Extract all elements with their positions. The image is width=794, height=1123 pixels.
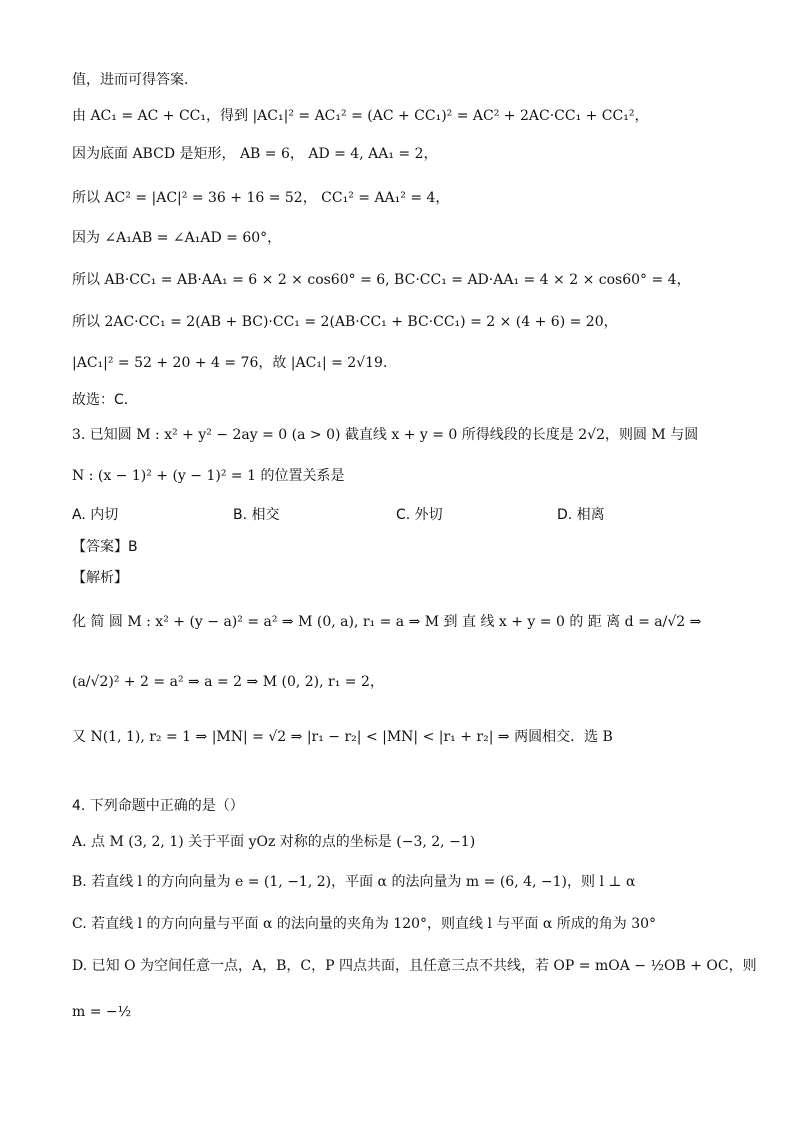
text-line-7: 所以 2AC·CC₁ = 2(AB + BC)·CC₁ = 2(AB·CC₁ + BC·CC₁) = 2 × (4 + 6) = 20， bbox=[72, 314, 618, 330]
q4-option-b: B. 若直线 l 的方向向量为 e = (1, −1, 2)，平面 α 的法向量为 m = (6, 4, −1)，则 l ⊥ α bbox=[72, 874, 636, 890]
text-line-5: 因为 ∠A₁AB = ∠A₁AD = 60°， bbox=[72, 230, 282, 246]
q3-option-a: A. 内切 bbox=[72, 507, 119, 523]
text-line-2: 由 AC₁ = AC + CC₁，得到 |AC₁|² = AC₁² = (AC + CC₁)² = AC² + 2AC·CC₁ + CC₁²， bbox=[72, 108, 649, 124]
question-3-stem-cont: N : (x − 1)² + (y − 1)² = 1 的位置关系是 bbox=[72, 468, 345, 484]
text-line-9: 故选：C． bbox=[72, 392, 138, 408]
analysis-line-3: 又 N(1, 1), r₂ = 1 ⇒ |MN| = √2 ⇒ |r₁ − r₂| < |MN| < |r₁ + r₂| ⇒ 两圆相交．选 B bbox=[72, 729, 613, 745]
q3-option-d: D. 相离 bbox=[557, 507, 605, 523]
text-line-1: 值，进而可得答案． bbox=[72, 72, 198, 88]
text-line-6: 所以 AB·CC₁ = AB·AA₁ = 6 × 2 × cos60° = 6, BC·CC₁ = AD·AA₁ = 4 × 2 × cos60° = 4， bbox=[72, 272, 691, 288]
text-line-8: |AC₁|² = 52 + 20 + 4 = 76，故 |AC₁| = 2√19． bbox=[72, 355, 397, 371]
q4-option-d-cont: m = −½ bbox=[72, 1004, 132, 1020]
analysis-label: 【解析】 bbox=[72, 570, 128, 586]
answer-label: 【答案】B bbox=[72, 539, 138, 555]
text-line-3: 因为底面 ABCD 是矩形， AB = 6， AD = 4, AA₁ = 2， bbox=[72, 146, 438, 162]
q4-option-a: A. 点 M (3, 2, 1) 关于平面 yOz 对称的点的坐标是 (−3, 2, −1) bbox=[72, 834, 476, 850]
question-3-stem: 3. 已知圆 M : x² + y² − 2ay = 0 (a > 0) 截直线 x + y = 0 所得线段的长度是 2√2，则圆 M 与圆 bbox=[72, 427, 699, 443]
q3-option-b: B. 相交 bbox=[233, 507, 280, 523]
question-4-stem: 4. 下列命题中正确的是（） bbox=[72, 798, 244, 814]
text-line-4: 所以 AC² = |AC|² = 36 + 16 = 52， CC₁² = AA₁² = 4， bbox=[72, 190, 450, 206]
analysis-line-2: (a/√2)² + 2 = a² ⇒ a = 2 ⇒ M (0, 2), r₁ = 2， bbox=[72, 674, 384, 690]
analysis-line-1: 化 简 圆 M : x² + (y − a)² = a² ⇒ M (0, a), r₁ = a ⇒ M 到 直 线 x + y = 0 的 距 离 d = a/√2 ⇒ bbox=[72, 614, 702, 630]
q4-option-d: D. 已知 O 为空间任意一点，A，B，C，P 四点共面，且任意三点不共线，若 OP = mOA − ½OB + OC，则 bbox=[72, 958, 757, 974]
q3-option-c: C. 外切 bbox=[396, 507, 443, 523]
q4-option-c: C. 若直线 l 的方向向量与平面 α 的法向量的夹角为 120°，则直线 l 与平面 α 所成的角为 30° bbox=[72, 916, 657, 932]
